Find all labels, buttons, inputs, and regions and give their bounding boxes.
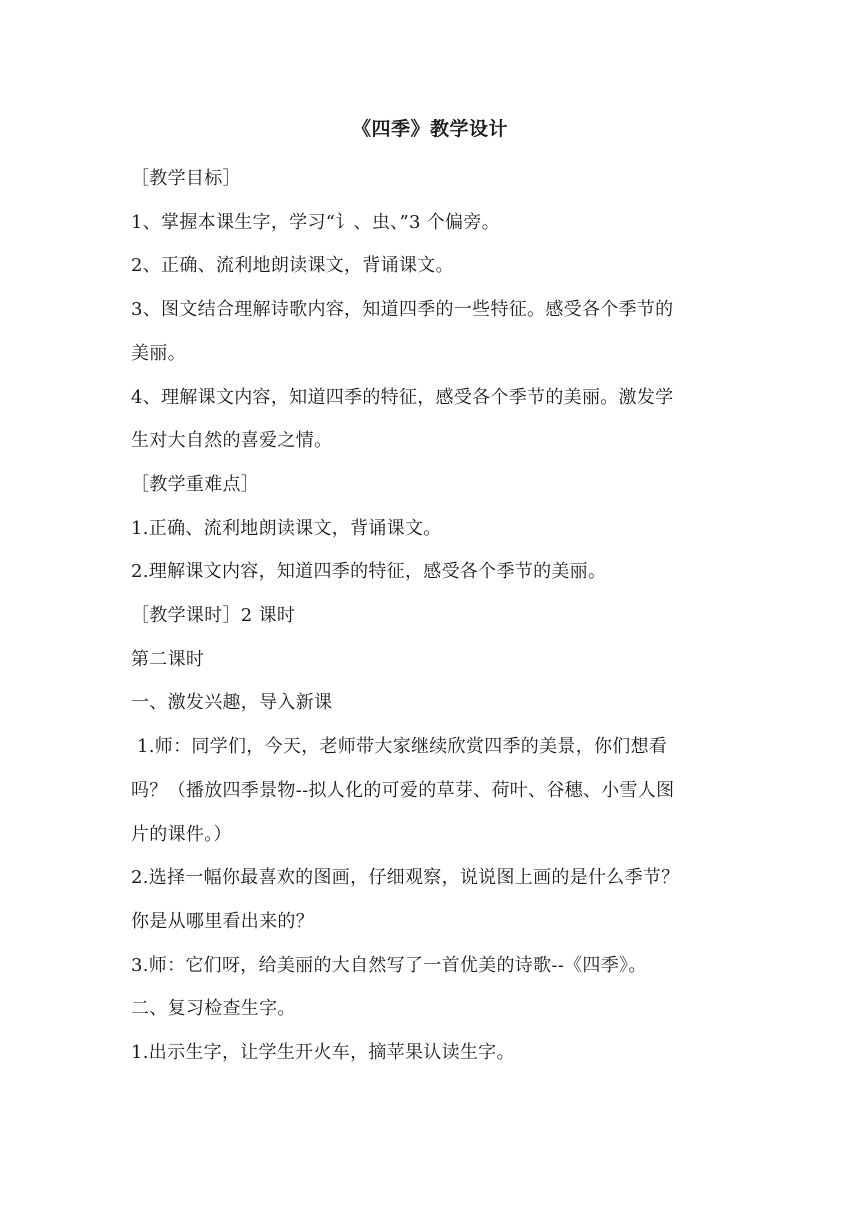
section-heading-key-points: ［教学重难点］ (131, 473, 260, 495)
document-title: 《四季》教学设计 (351, 118, 508, 140)
objective-4-line-2: 生对大自然的喜爱之情。 (131, 430, 333, 452)
section-heading-lesson-hours: ［教学课时］2 课时 (131, 605, 296, 627)
lesson-heading: 第二课时 (131, 648, 205, 670)
step-2-item-1: 1.出示生字，让学生开火车，摘苹果认读生字。 (131, 1042, 515, 1064)
step-1-item-2-line-1: 2.选择一幅你最喜欢的图画，仔细观察，说说图上画的是什么季节？ (131, 867, 680, 889)
objective-4-line-1: 4、理解课文内容，知道四季的特征，感受各个季节的美丽。激发学 (131, 386, 674, 408)
section-heading-objectives: ［教学目标］ (131, 168, 241, 189)
step-1-item-2-line-2: 你是从哪里看出来的？ (131, 910, 314, 932)
document-body (131, 157, 731, 1075)
objective-3-line-1: 3、图文结合理解诗歌内容，知道四季的一些特征。感受各个季节的 (131, 299, 674, 321)
step-1-item-1-line-3: 片的课件。） (131, 823, 232, 845)
key-point-2: 2.理解课文内容，知道四季的特征，感受各个季节的美丽。 (131, 561, 607, 583)
objective-2: 2、正确、流利地朗读课文，背诵课文。 (131, 255, 454, 277)
key-point-1: 1.正确、流利地朗读课文，背诵课文。 (131, 517, 442, 539)
objective-1: 1、掌握本课生字，学习“讠、虫、”3 个偏旁。 (131, 211, 500, 233)
objective-3-line-2: 美丽。 (131, 342, 186, 364)
step-1-heading: 一、激发兴趣，导入新课 (131, 692, 333, 714)
step-1-item-1-line-1: 1.师：同学们，今天，老师带大家继续欣赏四季的美景，你们想看 (131, 736, 668, 758)
step-1-item-1-line-2: 吗？（播放四季景物--拟人化的可爱的草芽、荷叶、谷穗、小雪人图 (131, 779, 675, 801)
step-2-heading: 二、复习检查生字。 (131, 998, 296, 1020)
step-1-item-3: 3.师：它们呀，给美丽的大自然写了一首优美的诗歌--《四季》。 (131, 954, 647, 976)
